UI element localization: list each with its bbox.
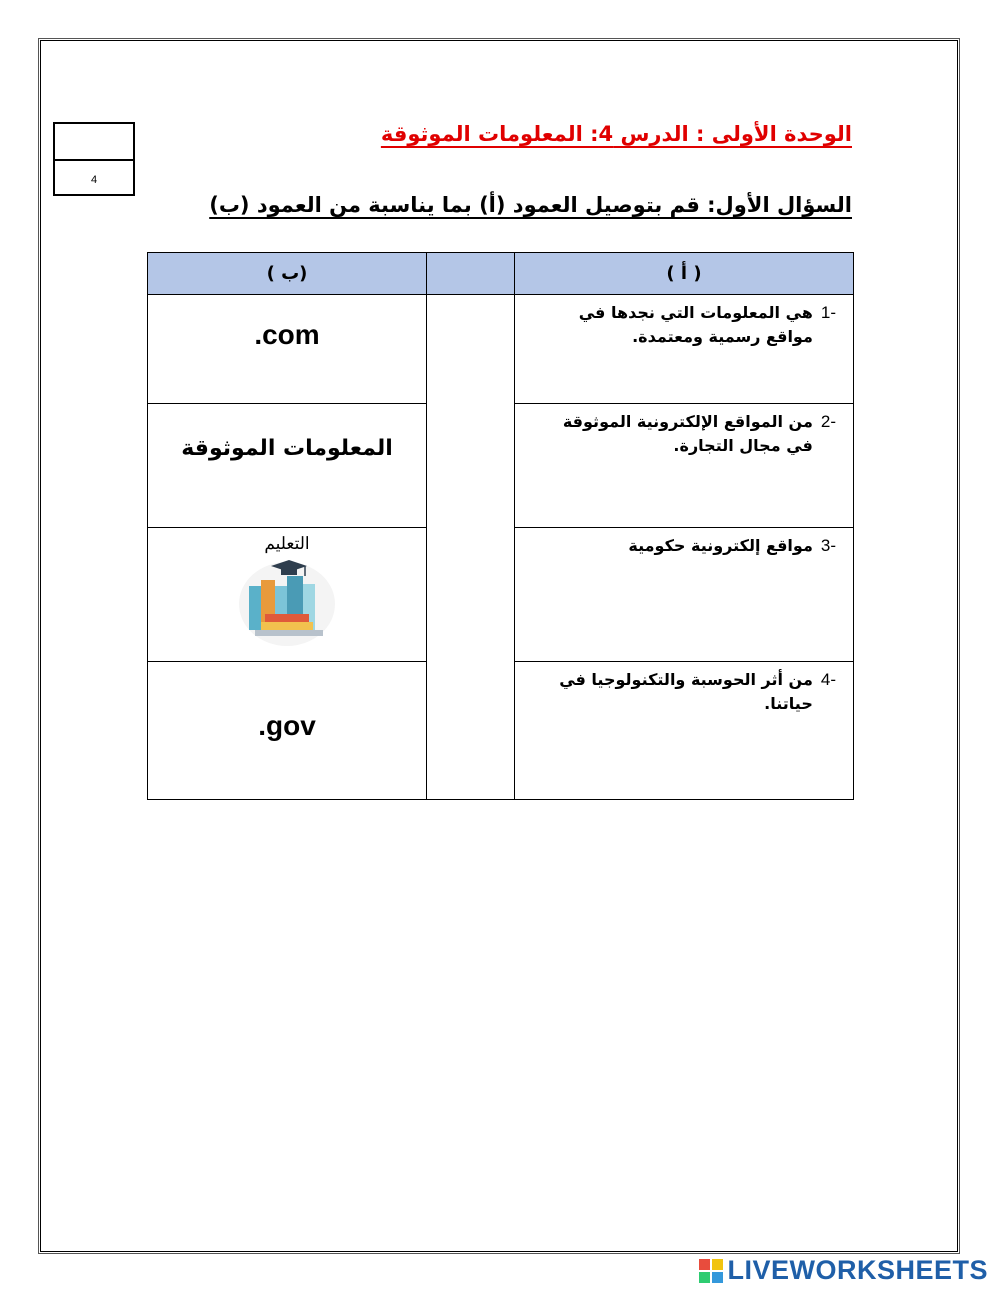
column-a-header: ( أ ) — [515, 253, 854, 295]
option-a-4-number: -4 — [820, 670, 836, 689]
liveworksheets-logo-icon — [698, 1258, 724, 1284]
option-a-1-text: هي المعلومات التي نجدها في مواقع رسمية ومعتمدة. — [578, 303, 813, 346]
option-a-2-number: -2 — [820, 412, 836, 431]
option-b-4-text: .gov — [258, 710, 316, 741]
score-box — [53, 122, 135, 196]
option-b-1[interactable] — [148, 295, 427, 404]
option-a-1-number: -1 — [820, 303, 836, 322]
option-b-4[interactable] — [148, 662, 427, 800]
option-a-4[interactable] — [515, 662, 854, 800]
middle-column-header — [427, 253, 515, 295]
answer-drop-zone[interactable] — [427, 295, 515, 800]
column-b-header: ( ب) — [148, 253, 427, 295]
score-divider — [55, 159, 133, 161]
option-b-3-text: التعليم — [264, 534, 310, 554]
option-b-2-text: المعلومات الموثوقة — [181, 436, 393, 461]
education-books-icon — [235, 556, 339, 648]
table-row — [148, 295, 854, 404]
table-header-row — [148, 253, 854, 295]
option-a-1[interactable] — [515, 295, 854, 404]
lesson-title: الوحدة الأولى : الدرس 4: المعلومات الموثوقة — [380, 122, 852, 146]
liveworksheets-logo[interactable] — [698, 1255, 988, 1286]
option-a-3-number: -3 — [820, 536, 836, 555]
score-value: 4 — [90, 174, 98, 186]
option-b-3[interactable] — [148, 528, 427, 662]
logo-text: LIVEWORKSHEETS — [727, 1255, 988, 1285]
option-a-2[interactable] — [515, 404, 854, 528]
question-text: السؤال الأول: قم بتوصيل العمود (أ) بما يناسبة من العمود (ب) — [209, 193, 852, 217]
option-a-2-text: من المواقع الإلكترونية الموثوقة في مجال التجارة. — [562, 412, 813, 455]
option-a-3-text: مواقع إلكترونية حكومية — [628, 536, 813, 555]
option-b-1-text: .com — [254, 319, 320, 350]
option-a-4-text: من أثر الحوسبة والتكنولوجيا في حياتنا. — [559, 670, 813, 713]
matching-table — [147, 252, 854, 800]
option-b-2[interactable] — [148, 404, 427, 528]
option-a-3[interactable] — [515, 528, 854, 662]
